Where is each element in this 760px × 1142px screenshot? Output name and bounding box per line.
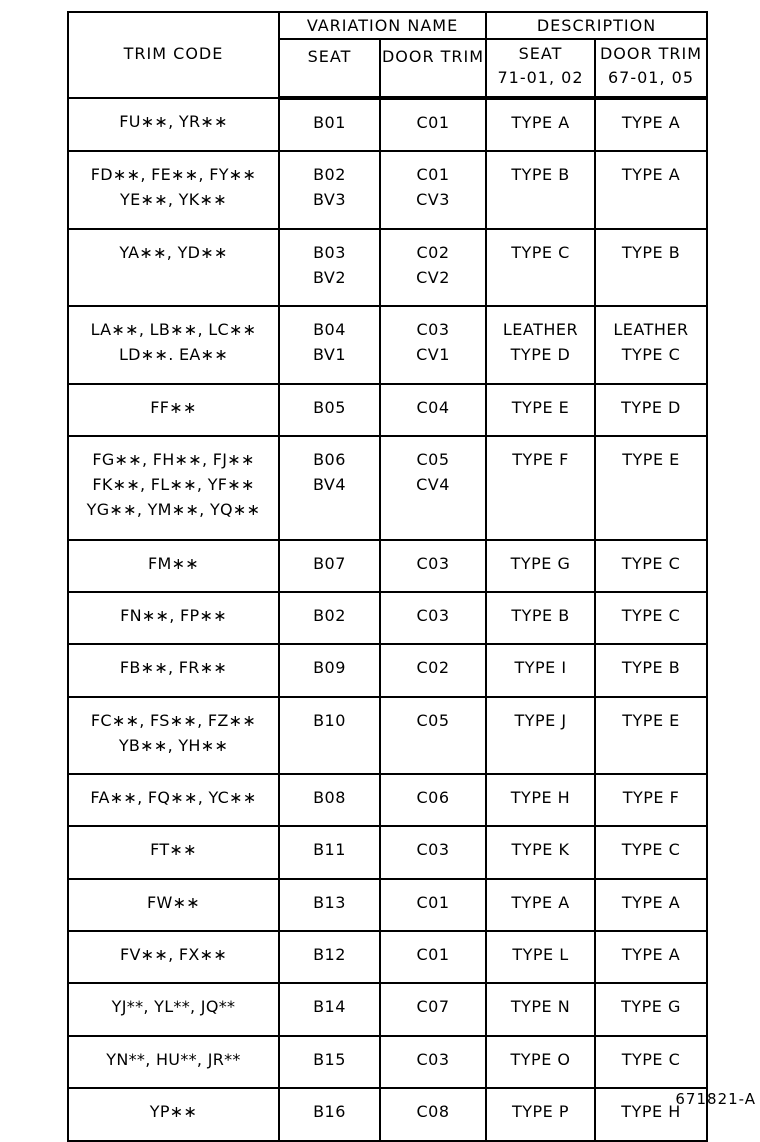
- table-row: [68, 826, 707, 879]
- trim-code-cell-line: FB∗∗, FR∗∗: [119, 658, 228, 677]
- door-trim-variation-cell-line: C08: [416, 1102, 450, 1121]
- door-trim-description-header: [595, 39, 707, 98]
- seat-description-cell-line: TYPE H: [510, 788, 571, 807]
- seat-variation-cell: [279, 384, 380, 436]
- door-trim-header-label: DOOR TRIM: [381, 47, 485, 66]
- door-trim-description-header-line1: DOOR TRIM: [599, 44, 703, 63]
- door-trim-header: [380, 39, 486, 98]
- seat-variation-cell-line: B01: [313, 113, 346, 132]
- door-trim-variation-cell-line: C05: [416, 450, 450, 469]
- seat-variation-cell-line: BV1: [312, 345, 347, 364]
- door-trim-description-cell-line: TYPE A: [621, 165, 681, 184]
- trim-code-cell: [68, 879, 279, 931]
- door-trim-variation-cell: [380, 1036, 486, 1088]
- seat-description-cell: [486, 774, 595, 826]
- seat-variation-cell-line: B13: [313, 893, 346, 912]
- door-trim-description-cell: [595, 931, 707, 983]
- trim-code-cell-line: FA∗∗, FQ∗∗, YC∗∗: [90, 788, 257, 807]
- door-trim-variation-cell-line: C06: [416, 788, 450, 807]
- seat-description-cell-line: TYPE B: [511, 165, 570, 184]
- trim-code-cell-line: LA∗∗, LB∗∗, LC∗∗: [90, 320, 257, 339]
- trim-code-cell-line: FV∗∗, FX∗∗: [119, 945, 228, 964]
- seat-description-cell: [486, 1088, 595, 1141]
- table-row: [68, 774, 707, 826]
- seat-variation-cell-line: B11: [313, 840, 346, 859]
- description-label: DESCRIPTION: [536, 16, 657, 35]
- seat-description-cell-line: TYPE F: [512, 450, 569, 469]
- door-trim-description-cell: [595, 826, 707, 879]
- door-trim-variation-cell-line: C01: [416, 165, 450, 184]
- door-trim-description-cell: [595, 592, 707, 644]
- table-row: [68, 983, 707, 1036]
- door-trim-description-cell-line: TYPE C: [621, 554, 681, 573]
- table-row: [68, 697, 707, 774]
- door-trim-description-cell-line: TYPE F: [622, 788, 680, 807]
- trim-code-table: [67, 11, 708, 1142]
- seat-description-cell-line: TYPE N: [510, 997, 571, 1016]
- trim-code-cell-line: FU∗∗, YR∗∗: [119, 112, 228, 131]
- seat-variation-cell-line: BV3: [312, 190, 347, 209]
- trim-code-cell: [68, 644, 279, 697]
- seat-header-label: SEAT: [307, 47, 352, 66]
- door-trim-description-cell: [595, 644, 707, 697]
- seat-header: [279, 39, 380, 98]
- table-row: [68, 384, 707, 436]
- seat-description-cell: [486, 306, 595, 384]
- trim-code-cell: [68, 229, 279, 306]
- seat-variation-cell-line: B08: [313, 788, 346, 807]
- trim-code-cell-line: FG∗∗, FH∗∗, FJ∗∗: [92, 450, 255, 469]
- seat-description-cell-line: TYPE B: [511, 606, 570, 625]
- door-trim-description-cell: [595, 1036, 707, 1088]
- door-trim-description-cell-line: TYPE A: [621, 113, 681, 132]
- door-trim-variation-cell-line: CV1: [416, 345, 450, 364]
- trim-code-cell-line: YB∗∗, YH∗∗: [118, 736, 229, 755]
- door-trim-variation-cell: [380, 1088, 486, 1141]
- trim-code-cell-line: YA∗∗, YD∗∗: [119, 243, 228, 262]
- door-trim-description-cell: [595, 879, 707, 931]
- seat-description-cell-line: TYPE E: [511, 398, 570, 417]
- door-trim-description-cell-line: TYPE H: [621, 1102, 681, 1121]
- door-trim-description-cell: [595, 229, 707, 306]
- door-trim-description-cell-line: TYPE C: [621, 1050, 681, 1069]
- trim-code-cell: [68, 931, 279, 983]
- table-row: [68, 229, 707, 306]
- seat-variation-cell-line: B06: [313, 450, 346, 469]
- seat-variation-cell: [279, 931, 380, 983]
- seat-variation-cell-line: BV2: [312, 268, 347, 287]
- door-trim-description-cell-line: TYPE A: [621, 893, 681, 912]
- door-trim-variation-cell-line: CV4: [416, 475, 450, 494]
- seat-description-cell: [486, 384, 595, 436]
- door-trim-description-cell: [595, 540, 707, 592]
- door-trim-variation-cell: [380, 826, 486, 879]
- trim-code-cell: [68, 592, 279, 644]
- seat-description-cell-line: LEATHER: [502, 320, 579, 339]
- seat-description-cell: [486, 644, 595, 697]
- table-row: [68, 436, 707, 540]
- seat-description-header-line1: SEAT: [518, 44, 563, 63]
- seat-description-cell: [486, 1036, 595, 1088]
- door-trim-variation-cell-line: C02: [416, 658, 450, 677]
- seat-description-cell: [486, 98, 595, 151]
- figure-id: 671821-A: [675, 1090, 756, 1108]
- seat-variation-cell: [279, 592, 380, 644]
- table-row: [68, 1088, 707, 1141]
- trim-code-cell: [68, 151, 279, 229]
- seat-description-cell-line: TYPE O: [510, 1050, 571, 1069]
- door-trim-description-cell: [595, 98, 707, 151]
- door-trim-variation-cell: [380, 774, 486, 826]
- door-trim-description-cell-line: TYPE A: [621, 945, 681, 964]
- door-trim-description-header-line2: 67-01, 05: [607, 68, 695, 87]
- door-trim-variation-cell-line: C03: [416, 554, 450, 573]
- trim-code-cell-line: YJ**, YL**, JQ**: [111, 997, 236, 1016]
- door-trim-variation-cell: [380, 931, 486, 983]
- door-trim-description-cell: [595, 774, 707, 826]
- seat-variation-cell-line: B03: [313, 243, 346, 262]
- table-body: [68, 98, 707, 1141]
- trim-code-cell: [68, 826, 279, 879]
- door-trim-variation-cell-line: CV3: [416, 190, 450, 209]
- door-trim-description-cell-line: TYPE B: [621, 243, 681, 262]
- door-trim-variation-cell-line: C03: [416, 1050, 450, 1069]
- door-trim-description-cell-line: TYPE C: [621, 840, 681, 859]
- seat-description-cell-line: TYPE G: [510, 554, 571, 573]
- door-trim-description-cell-line: TYPE D: [621, 398, 681, 417]
- door-trim-description-cell: [595, 306, 707, 384]
- door-trim-variation-cell-line: C03: [416, 320, 450, 339]
- seat-variation-cell-line: BV4: [312, 475, 347, 494]
- seat-description-cell: [486, 592, 595, 644]
- seat-description-cell: [486, 229, 595, 306]
- table-row: [68, 644, 707, 697]
- seat-variation-cell-line: B16: [313, 1102, 346, 1121]
- seat-description-cell: [486, 931, 595, 983]
- seat-description-cell: [486, 879, 595, 931]
- door-trim-variation-cell: [380, 879, 486, 931]
- seat-variation-cell-line: B09: [313, 658, 346, 677]
- seat-description-cell: [486, 151, 595, 229]
- seat-description-cell-line: TYPE I: [514, 658, 567, 677]
- table-header: [68, 12, 707, 98]
- seat-variation-cell-line: B12: [313, 945, 346, 964]
- trim-code-cell-line: FK∗∗, FL∗∗, YF∗∗: [92, 475, 255, 494]
- seat-description-cell-line: TYPE C: [511, 243, 570, 262]
- door-trim-variation-cell: [380, 540, 486, 592]
- seat-variation-cell-line: B10: [313, 711, 346, 730]
- variation-name-label: VARIATION NAME: [306, 16, 459, 35]
- trim-code-cell: [68, 306, 279, 384]
- seat-description-header-line2: 71-01, 02: [497, 68, 584, 87]
- trim-code-cell-line: FW∗∗: [146, 893, 201, 912]
- door-trim-variation-cell-line: C05: [416, 711, 450, 730]
- table-row: [68, 98, 707, 151]
- door-trim-variation-cell: [380, 98, 486, 151]
- seat-description-cell-line: TYPE J: [514, 711, 567, 730]
- door-trim-description-cell: [595, 384, 707, 436]
- table-row: [68, 1036, 707, 1088]
- seat-variation-cell: [279, 98, 380, 151]
- variation-name-header: [279, 12, 486, 39]
- seat-variation-cell: [279, 774, 380, 826]
- seat-description-header: [486, 39, 595, 98]
- trim-code-header: [68, 12, 279, 98]
- trim-code-cell: [68, 540, 279, 592]
- door-trim-description-cell: [595, 436, 707, 540]
- seat-variation-cell: [279, 983, 380, 1036]
- seat-description-cell: [486, 826, 595, 879]
- door-trim-description-cell-line: TYPE C: [621, 606, 681, 625]
- door-trim-variation-cell: [380, 697, 486, 774]
- door-trim-variation-cell-line: C01: [416, 893, 450, 912]
- door-trim-variation-cell: [380, 229, 486, 306]
- seat-variation-cell: [279, 540, 380, 592]
- door-trim-description-cell-line: TYPE G: [621, 997, 681, 1016]
- seat-variation-cell: [279, 826, 380, 879]
- seat-description-cell: [486, 697, 595, 774]
- trim-code-cell: [68, 774, 279, 826]
- table-row: [68, 592, 707, 644]
- trim-code-cell-line: YP∗∗: [149, 1102, 198, 1121]
- trim-code-cell-line: YG∗∗, YM∗∗, YQ∗∗: [86, 500, 261, 519]
- trim-code-header-label: TRIM CODE: [123, 44, 224, 63]
- trim-code-cell-line: LD∗∗. EA∗∗: [118, 345, 229, 364]
- door-trim-variation-cell-line: CV2: [416, 268, 450, 287]
- door-trim-variation-cell: [380, 983, 486, 1036]
- door-trim-description-cell: [595, 983, 707, 1036]
- door-trim-variation-cell-line: C01: [416, 113, 450, 132]
- seat-description-cell-line: TYPE D: [510, 345, 571, 364]
- door-trim-variation-cell-line: C03: [416, 840, 450, 859]
- door-trim-description-cell-line: TYPE C: [621, 345, 681, 364]
- door-trim-description-cell: [595, 151, 707, 229]
- trim-code-cell-line: FN∗∗, FP∗∗: [120, 606, 227, 625]
- seat-variation-cell-line: B02: [313, 606, 346, 625]
- table-row: [68, 151, 707, 229]
- seat-variation-cell-line: B15: [313, 1050, 346, 1069]
- seat-variation-cell: [279, 879, 380, 931]
- seat-variation-cell: [279, 229, 380, 306]
- trim-code-cell-line: FF∗∗: [150, 398, 197, 417]
- door-trim-variation-cell: [380, 436, 486, 540]
- trim-code-cell: [68, 1088, 279, 1141]
- trim-code-cell-line: FM∗∗: [147, 554, 200, 573]
- door-trim-variation-cell-line: C02: [416, 243, 450, 262]
- trim-code-cell-line: FC∗∗, FS∗∗, FZ∗∗: [90, 711, 257, 730]
- trim-code-cell: [68, 1036, 279, 1088]
- seat-variation-cell: [279, 436, 380, 540]
- seat-variation-cell: [279, 151, 380, 229]
- seat-variation-cell-line: B04: [313, 320, 346, 339]
- door-trim-variation-cell-line: C04: [416, 398, 450, 417]
- door-trim-description-cell: [595, 697, 707, 774]
- seat-description-cell: [486, 436, 595, 540]
- seat-variation-cell: [279, 1088, 380, 1141]
- door-trim-description-cell-line: TYPE B: [621, 658, 681, 677]
- trim-code-cell: [68, 983, 279, 1036]
- seat-description-cell-line: TYPE K: [511, 840, 570, 859]
- seat-variation-cell-line: B05: [313, 398, 346, 417]
- trim-code-cell-line: FT∗∗: [150, 840, 197, 859]
- description-header: [486, 12, 707, 39]
- door-trim-variation-cell: [380, 592, 486, 644]
- door-trim-variation-cell: [380, 384, 486, 436]
- trim-code-cell-line: FD∗∗, FE∗∗, FY∗∗: [90, 165, 257, 184]
- table-row: [68, 931, 707, 983]
- door-trim-variation-cell: [380, 306, 486, 384]
- trim-code-cell: [68, 98, 279, 151]
- table-row: [68, 306, 707, 384]
- seat-description-cell-line: TYPE A: [511, 113, 570, 132]
- trim-code-cell: [68, 697, 279, 774]
- seat-description-cell: [486, 540, 595, 592]
- seat-description-cell-line: TYPE L: [512, 945, 569, 964]
- seat-variation-cell-line: B14: [313, 997, 346, 1016]
- seat-description-cell: [486, 983, 595, 1036]
- door-trim-variation-cell: [380, 644, 486, 697]
- door-trim-description-cell-line: TYPE E: [622, 450, 680, 469]
- door-trim-description-cell-line: TYPE E: [622, 711, 680, 730]
- door-trim-variation-cell-line: C01: [416, 945, 450, 964]
- seat-variation-cell: [279, 1036, 380, 1088]
- table-row: [68, 879, 707, 931]
- door-trim-variation-cell-line: C03: [416, 606, 450, 625]
- trim-code-cell-line: YN**, HU**, JR**: [106, 1050, 241, 1069]
- door-trim-variation-cell: [380, 151, 486, 229]
- trim-code-cell-line: YE∗∗, YK∗∗: [120, 190, 227, 209]
- seat-variation-cell: [279, 306, 380, 384]
- seat-variation-cell: [279, 697, 380, 774]
- trim-code-cell: [68, 436, 279, 540]
- seat-description-cell-line: TYPE A: [511, 893, 570, 912]
- trim-code-cell: [68, 384, 279, 436]
- seat-description-cell-line: TYPE P: [511, 1102, 570, 1121]
- door-trim-description-cell-line: LEATHER: [613, 320, 689, 339]
- seat-variation-cell: [279, 644, 380, 697]
- door-trim-variation-cell-line: C07: [416, 997, 450, 1016]
- seat-variation-cell-line: B02: [313, 165, 346, 184]
- seat-variation-cell-line: B07: [313, 554, 346, 573]
- table-row: [68, 540, 707, 592]
